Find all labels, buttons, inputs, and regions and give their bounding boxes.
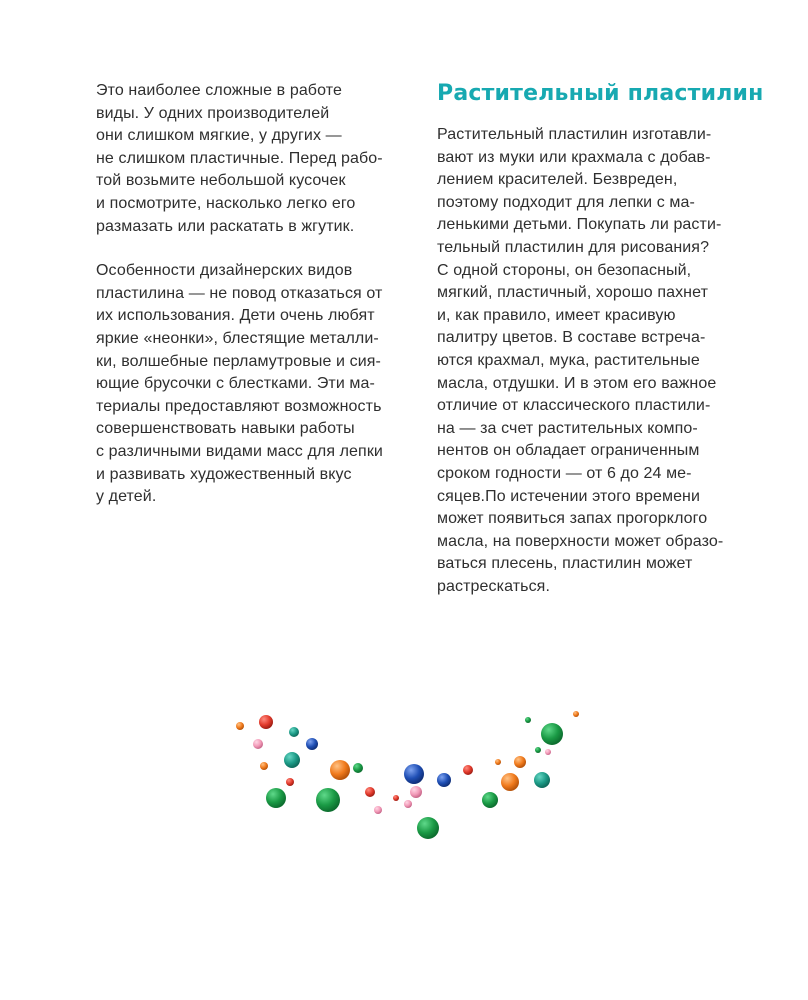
ball [284,752,300,768]
ball [495,759,501,765]
ball [404,800,412,808]
ball [253,739,263,749]
ball [259,715,273,729]
ball [410,786,422,798]
ball [463,765,473,775]
ball [260,762,268,770]
ball [437,773,451,787]
ball [316,788,340,812]
right-column [437,80,767,598]
ball [374,806,382,814]
left-column [96,80,416,509]
ball [501,773,519,791]
ball [514,756,526,768]
ball [289,727,299,737]
ball [404,764,424,784]
left-paragraph-1: Это наиболее сложные в работе виды. У одних производителей они слишком мягкие, у других — не слишком пластичные. Перед рабо- той возьмите небольшой кусочек и посмотрите, насколько легко его размазать или раскатать в жгутик. [96,82,383,235]
ball [393,795,399,801]
ball [353,763,363,773]
ball [545,749,551,755]
ball [365,787,375,797]
ball [535,747,541,753]
plasticine-balls-image [220,700,600,860]
ball [525,717,531,723]
right-paragraph: Растительный пластилин изготавли- вают из муки или крахмала с добав- лением красителей. Безвреден, поэтому подходит для лепки с ма- ленькими детьми. Покупать ли расти- тельный пластилин для рисования? С одной стороны, он безопасный, мягкий, пластичный, хорошо пахнет и, как правило, имеет красивую палитру цветов. В составе встреча- ются крахмал, мука, растительные масла, отдушки. И в этом его важное отличие от классического пластили- на — за счет растительных компо- нентов он обладает ограниченным сроком годности — от 6 до 24 ме- сяцев.По истечении этого времени может появиться запах прогорклого масла, на поверхности может образо- ваться плесень, пластилин может растрескаться. [437,126,724,595]
ball [417,817,439,839]
ball [266,788,286,808]
ball [573,711,579,717]
ball [534,772,550,788]
ball [286,778,294,786]
section-heading: Растительный пластилин [437,81,764,106]
ball [306,738,318,750]
ball [236,722,244,730]
ball [330,760,350,780]
left-paragraph-2: Особенности дизайнерских видов пластилина — не повод отказаться от их использования. Дети очень любят яркие «неонки», блестящие металли- ки, волшебные перламутровые и сия- ющие брусочки с блестками. Эти ма- териалы предоставляют возможность совершенствовать навыки работы с различными видами масс для лепки и развивать художественный вкус у детей. [96,262,383,506]
plasticine-balls-illustration [220,700,600,860]
ball [541,723,563,745]
ball [482,792,498,808]
